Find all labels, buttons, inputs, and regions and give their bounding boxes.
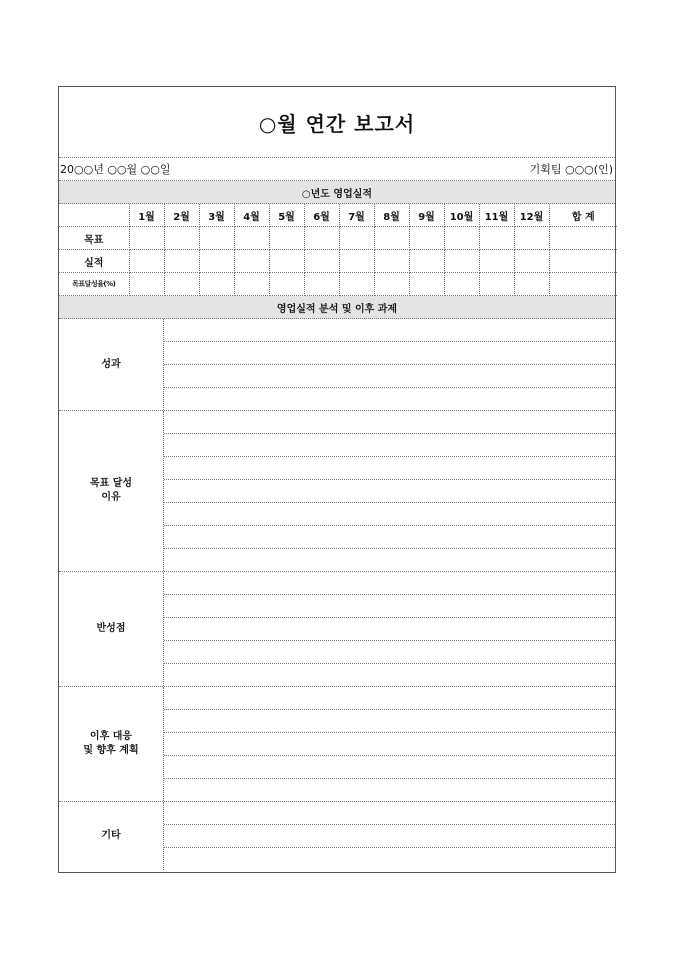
column-header: 9월 <box>409 204 444 227</box>
table-cell[interactable] <box>514 250 549 273</box>
writing-line[interactable] <box>164 756 615 779</box>
table-row <box>59 227 617 250</box>
column-header: 10월 <box>444 204 479 227</box>
writing-line[interactable] <box>164 365 615 388</box>
table-cell[interactable] <box>374 250 409 273</box>
column-header: 12월 <box>514 204 549 227</box>
table-cell[interactable] <box>549 273 617 296</box>
section-lines <box>164 411 615 571</box>
writing-line[interactable] <box>164 595 615 618</box>
table-cell[interactable] <box>304 273 339 296</box>
table-cell[interactable] <box>269 273 304 296</box>
table-row <box>59 273 617 296</box>
table-cell[interactable] <box>549 227 617 250</box>
table-cell[interactable] <box>409 250 444 273</box>
analysis-section <box>59 319 615 411</box>
table-cell[interactable] <box>479 273 514 296</box>
table-cell[interactable] <box>514 227 549 250</box>
column-header: 1월 <box>129 204 164 227</box>
table-cell[interactable] <box>199 227 234 250</box>
writing-line[interactable] <box>164 848 615 870</box>
writing-line[interactable] <box>164 480 615 503</box>
writing-line[interactable] <box>164 572 615 595</box>
table-cell[interactable] <box>444 273 479 296</box>
analysis-section <box>59 687 615 802</box>
report-team: 기획팀 ○○○(인) <box>529 163 613 176</box>
writing-line[interactable] <box>164 434 615 457</box>
table-cell[interactable] <box>409 273 444 296</box>
column-header: 11월 <box>479 204 514 227</box>
analysis-section <box>59 572 615 687</box>
table-cell[interactable] <box>339 227 374 250</box>
performance-table <box>59 204 617 296</box>
writing-line[interactable] <box>164 618 615 641</box>
table-cell[interactable] <box>374 273 409 296</box>
table-cell[interactable] <box>234 273 269 296</box>
table-cell[interactable] <box>129 250 164 273</box>
row-label: 목표 <box>59 227 129 250</box>
table-cell[interactable] <box>269 227 304 250</box>
writing-line[interactable] <box>164 549 615 571</box>
section-label: 성과 <box>59 319 164 410</box>
analysis-section <box>59 411 615 572</box>
date-line <box>59 158 615 181</box>
table-row <box>59 250 617 273</box>
column-header: 2월 <box>164 204 199 227</box>
table-cell[interactable] <box>164 227 199 250</box>
writing-line[interactable] <box>164 526 615 549</box>
writing-line[interactable] <box>164 342 615 365</box>
table-cell[interactable] <box>234 250 269 273</box>
table-cell[interactable] <box>304 250 339 273</box>
writing-line[interactable] <box>164 733 615 756</box>
table-cell[interactable] <box>269 250 304 273</box>
table-cell[interactable] <box>444 250 479 273</box>
table-cell[interactable] <box>479 250 514 273</box>
table-cell[interactable] <box>479 227 514 250</box>
report-sheet <box>58 86 616 873</box>
section-lines <box>164 572 615 686</box>
column-header: 7월 <box>339 204 374 227</box>
analysis-sections <box>59 319 615 870</box>
report-date: 20○○년 ○○월 ○○일 <box>60 163 171 176</box>
table-cell[interactable] <box>164 273 199 296</box>
row-label: 목표달성율(%) <box>59 273 129 296</box>
section-label: 이후 대응 및 향후 계획 <box>59 687 164 801</box>
writing-line[interactable] <box>164 664 615 686</box>
performance-band: ○년도 영업실적 <box>59 181 615 204</box>
table-cell[interactable] <box>549 250 617 273</box>
writing-line[interactable] <box>164 825 615 848</box>
writing-line[interactable] <box>164 457 615 480</box>
report-title: ○월 연간 보고서 <box>59 87 615 158</box>
table-cell[interactable] <box>199 250 234 273</box>
column-header: 6월 <box>304 204 339 227</box>
writing-line[interactable] <box>164 802 615 825</box>
section-label: 목표 달성 이유 <box>59 411 164 571</box>
column-header: 합 계 <box>549 204 617 227</box>
table-cell[interactable] <box>164 250 199 273</box>
column-header: 8월 <box>374 204 409 227</box>
table-cell[interactable] <box>339 273 374 296</box>
table-cell[interactable] <box>514 273 549 296</box>
table-cell[interactable] <box>129 273 164 296</box>
column-header: 5월 <box>269 204 304 227</box>
section-label: 반성점 <box>59 572 164 686</box>
table-cell[interactable] <box>234 227 269 250</box>
table-cell[interactable] <box>409 227 444 250</box>
section-lines <box>164 687 615 801</box>
writing-line[interactable] <box>164 710 615 733</box>
analysis-section <box>59 802 615 870</box>
column-header <box>59 204 129 227</box>
table-cell[interactable] <box>129 227 164 250</box>
section-lines <box>164 319 615 410</box>
writing-line[interactable] <box>164 411 615 434</box>
row-label: 실적 <box>59 250 129 273</box>
writing-line[interactable] <box>164 779 615 801</box>
analysis-band: 영업실적 분석 및 이후 과제 <box>59 296 615 319</box>
table-header-row <box>59 204 617 227</box>
table-cell[interactable] <box>199 273 234 296</box>
writing-line[interactable] <box>164 503 615 526</box>
table-cell[interactable] <box>304 227 339 250</box>
section-lines <box>164 802 615 870</box>
section-label: 기타 <box>59 802 164 870</box>
writing-line[interactable] <box>164 687 615 710</box>
column-header: 4월 <box>234 204 269 227</box>
table-cell[interactable] <box>444 227 479 250</box>
table-cell[interactable] <box>374 227 409 250</box>
writing-line[interactable] <box>164 641 615 664</box>
writing-line[interactable] <box>164 319 615 342</box>
table-cell[interactable] <box>339 250 374 273</box>
column-header: 3월 <box>199 204 234 227</box>
writing-line[interactable] <box>164 388 615 410</box>
